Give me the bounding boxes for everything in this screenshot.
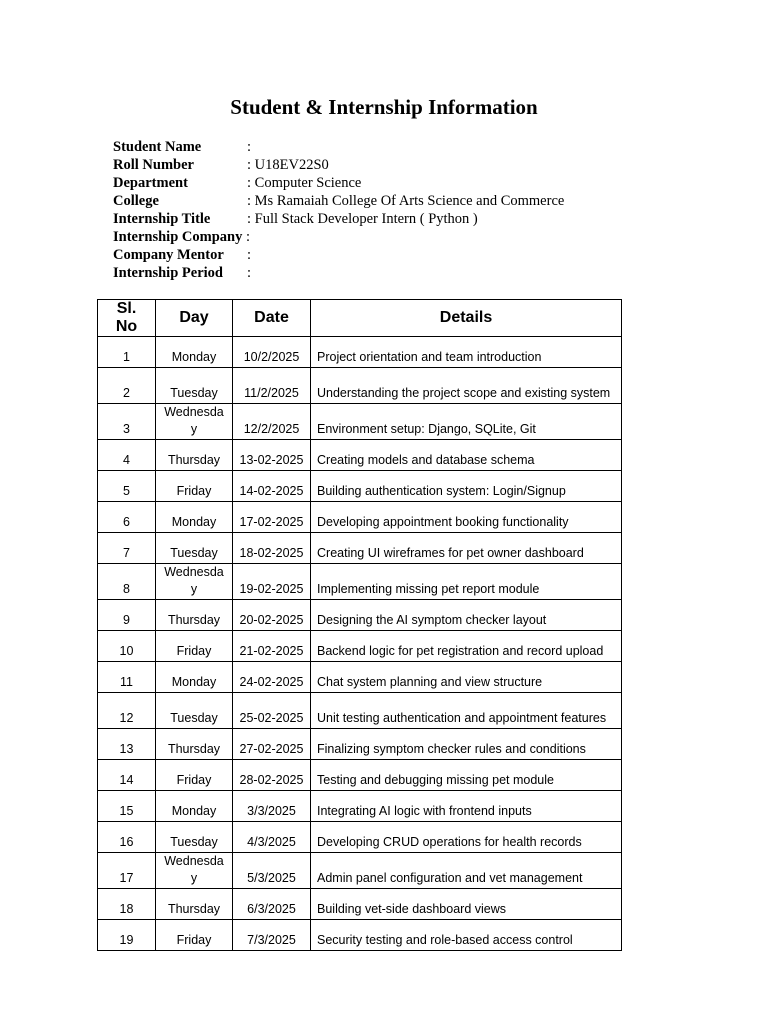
table-row: [98, 600, 622, 631]
cell-day: Thursday: [156, 600, 233, 631]
table-row: [98, 337, 622, 368]
cell-date: 20-02-2025: [233, 600, 311, 631]
cell-date: 21-02-2025: [233, 631, 311, 662]
info-label: Internship Company: [113, 229, 243, 245]
cell-day: Wednesday: [156, 564, 233, 600]
cell-day: Tuesday: [156, 822, 233, 853]
table-row: [98, 471, 622, 502]
info-separator: :: [247, 265, 252, 281]
cell-sl-no: 9: [98, 600, 156, 631]
info-label: Roll Number: [113, 157, 194, 173]
cell-details: Chat system planning and view structure: [311, 662, 622, 693]
cell-details: Unit testing authentication and appointment features: [311, 693, 622, 729]
info-separator: :: [247, 193, 252, 209]
cell-date: 19-02-2025: [233, 564, 311, 600]
cell-date: 6/3/2025: [233, 889, 311, 920]
info-separator: :: [245, 229, 250, 245]
cell-day: Tuesday: [156, 693, 233, 729]
cell-date: 13-02-2025: [233, 440, 311, 471]
cell-date: 5/3/2025: [233, 853, 311, 889]
cell-details: Finalizing symptom checker rules and conditions: [311, 729, 622, 760]
table-row: [98, 440, 622, 471]
cell-sl-no: 12: [98, 693, 156, 729]
info-label: Department: [113, 175, 188, 191]
header-day: Day: [156, 300, 233, 337]
header-date: Date: [233, 300, 311, 337]
cell-date: 7/3/2025: [233, 920, 311, 951]
info-label: College: [113, 193, 159, 209]
cell-details: Creating UI wireframes for pet owner dashboard: [311, 533, 622, 564]
cell-details: Integrating AI logic with frontend inputs: [311, 791, 622, 822]
table-row: [98, 502, 622, 533]
info-separator: :: [247, 157, 252, 173]
table-row: [98, 791, 622, 822]
info-row-roll-number: [113, 156, 564, 174]
info-row-college: [113, 192, 564, 210]
cell-details: Understanding the project scope and existing system: [311, 368, 622, 404]
cell-date: 17-02-2025: [233, 502, 311, 533]
cell-date: 24-02-2025: [233, 662, 311, 693]
info-value: Ms Ramaiah College Of Arts Science and Commerce: [254, 193, 565, 209]
info-row-internship-title: [113, 210, 564, 228]
cell-day: Thursday: [156, 440, 233, 471]
table-row: [98, 631, 622, 662]
cell-sl-no: 8: [98, 564, 156, 600]
table-row: [98, 404, 622, 440]
cell-date: 11/2/2025: [233, 368, 311, 404]
cell-day: Wednesday: [156, 404, 233, 440]
cell-date: 10/2/2025: [233, 337, 311, 368]
cell-sl-no: 14: [98, 760, 156, 791]
cell-date: 25-02-2025: [233, 693, 311, 729]
cell-sl-no: 2: [98, 368, 156, 404]
cell-day: Tuesday: [156, 533, 233, 564]
cell-sl-no: 3: [98, 404, 156, 440]
table-row: [98, 853, 622, 889]
info-value: Full Stack Developer Intern ( Python ): [254, 211, 478, 227]
cell-sl-no: 7: [98, 533, 156, 564]
document-title: Student & Internship Information: [230, 95, 538, 119]
cell-day: Tuesday: [156, 368, 233, 404]
cell-day: Monday: [156, 662, 233, 693]
table-row: [98, 564, 622, 600]
cell-sl-no: 6: [98, 502, 156, 533]
cell-day: Friday: [156, 471, 233, 502]
info-label: Company Mentor: [113, 247, 224, 263]
table-header-row: [98, 300, 622, 337]
cell-day: Friday: [156, 760, 233, 791]
cell-date: 4/3/2025: [233, 822, 311, 853]
cell-day: Monday: [156, 791, 233, 822]
info-value: U18EV22S0: [254, 157, 329, 173]
info-separator: :: [247, 211, 252, 227]
cell-day: Monday: [156, 502, 233, 533]
info-separator: :: [247, 175, 252, 191]
info-row-internship-company: [113, 228, 564, 246]
info-label: Internship Period: [113, 265, 223, 281]
table-row: [98, 760, 622, 791]
info-label: Student Name: [113, 139, 202, 155]
cell-sl-no: 13: [98, 729, 156, 760]
info-value: Computer Science: [254, 175, 362, 191]
cell-sl-no: 16: [98, 822, 156, 853]
cell-date: 3/3/2025: [233, 791, 311, 822]
cell-sl-no: 19: [98, 920, 156, 951]
table-row: [98, 368, 622, 404]
cell-details: Security testing and role-based access control: [311, 920, 622, 951]
info-separator: :: [247, 139, 252, 155]
cell-sl-no: 18: [98, 889, 156, 920]
table-row: [98, 533, 622, 564]
table-row: [98, 693, 622, 729]
info-row-company-mentor: [113, 246, 564, 264]
info-label: Internship Title: [113, 211, 211, 227]
table-row: [98, 920, 622, 951]
cell-day: Wednesday: [156, 853, 233, 889]
cell-sl-no: 5: [98, 471, 156, 502]
cell-date: 27-02-2025: [233, 729, 311, 760]
cell-details: Testing and debugging missing pet module: [311, 760, 622, 791]
header-details: Details: [311, 300, 622, 337]
cell-day: Thursday: [156, 729, 233, 760]
info-row-department: [113, 174, 564, 192]
cell-details: Implementing missing pet report module: [311, 564, 622, 600]
cell-date: 12/2/2025: [233, 404, 311, 440]
cell-day: Thursday: [156, 889, 233, 920]
table-row: [98, 662, 622, 693]
cell-sl-no: 1: [98, 337, 156, 368]
cell-day: Friday: [156, 920, 233, 951]
cell-details: Backend logic for pet registration and record upload: [311, 631, 622, 662]
daily-log-table: [97, 299, 622, 951]
cell-details: Project orientation and team introduction: [311, 337, 622, 368]
info-row-student-name: [113, 138, 564, 156]
info-row-internship-period: [113, 264, 564, 282]
student-info-block: [113, 138, 564, 282]
cell-sl-no: 15: [98, 791, 156, 822]
cell-details: Building authentication system: Login/Signup: [311, 471, 622, 502]
cell-date: 14-02-2025: [233, 471, 311, 502]
cell-details: Environment setup: Django, SQLite, Git: [311, 404, 622, 440]
cell-sl-no: 10: [98, 631, 156, 662]
cell-sl-no: 4: [98, 440, 156, 471]
table-row: [98, 822, 622, 853]
cell-date: 18-02-2025: [233, 533, 311, 564]
cell-details: Developing CRUD operations for health records: [311, 822, 622, 853]
cell-details: Admin panel configuration and vet management: [311, 853, 622, 889]
table-row: [98, 729, 622, 760]
cell-details: Creating models and database schema: [311, 440, 622, 471]
cell-sl-no: 17: [98, 853, 156, 889]
header-sl-no: Sl. No: [98, 300, 156, 337]
cell-day: Friday: [156, 631, 233, 662]
cell-details: Developing appointment booking functionality: [311, 502, 622, 533]
cell-date: 28-02-2025: [233, 760, 311, 791]
cell-day: Monday: [156, 337, 233, 368]
table-row: [98, 889, 622, 920]
cell-details: Building vet-side dashboard views: [311, 889, 622, 920]
cell-sl-no: 11: [98, 662, 156, 693]
info-separator: :: [247, 247, 252, 263]
cell-details: Designing the AI symptom checker layout: [311, 600, 622, 631]
